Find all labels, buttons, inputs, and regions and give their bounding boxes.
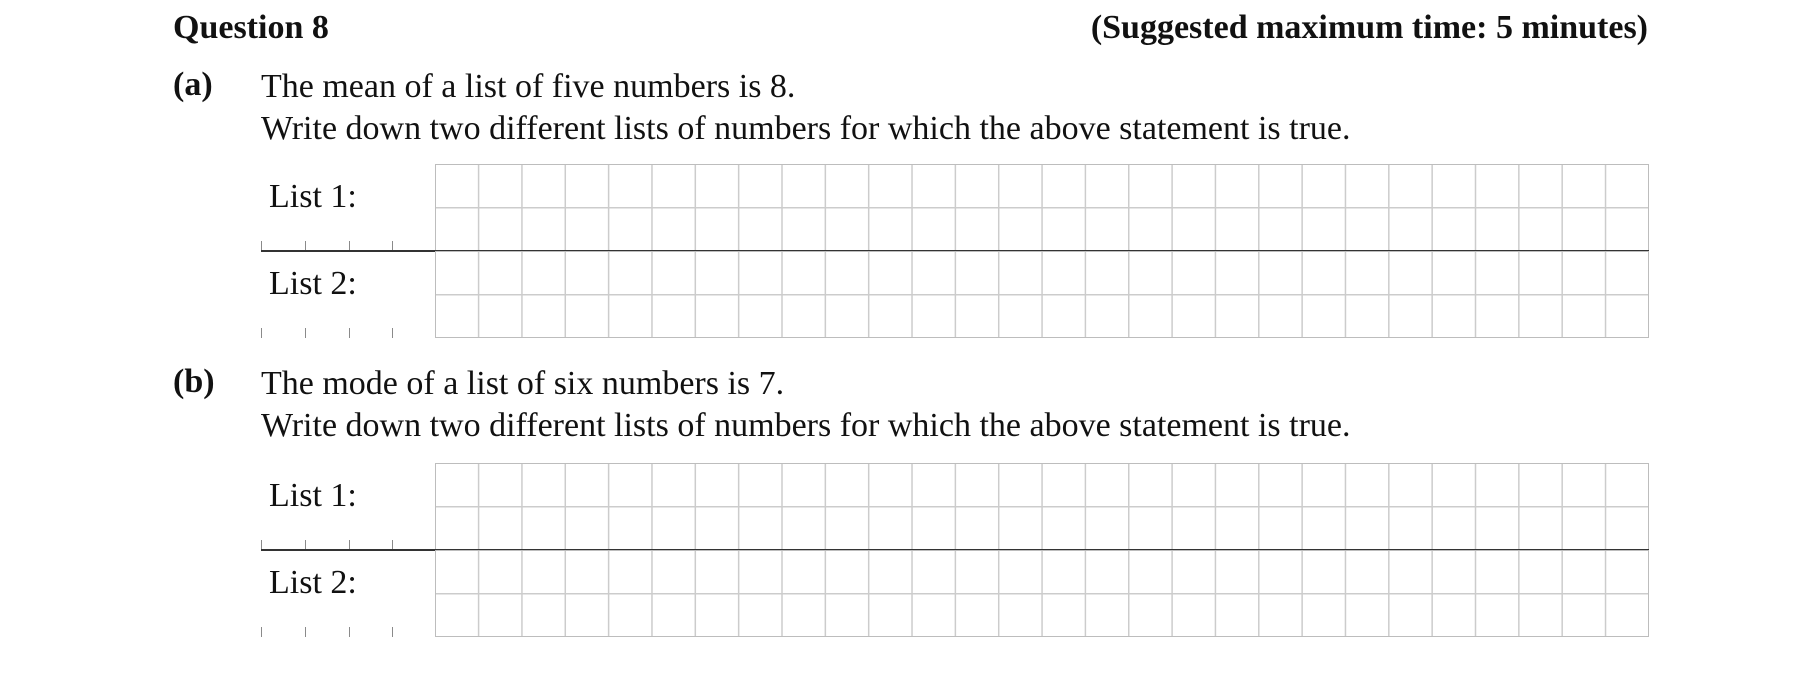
part-a-answer-box — [261, 164, 1649, 338]
part-a-label: (a) — [173, 66, 213, 103]
part-a-instruction: Write down two different lists of numbers for which the above statement is true. — [261, 110, 1351, 147]
part-b-list1-row — [261, 463, 1649, 550]
question-title: Question 8 — [173, 9, 329, 46]
part-b-instruction: Write down two different lists of numbers for which the above statement is true. — [261, 407, 1351, 444]
part-a-list1-answer-grid[interactable] — [435, 164, 1649, 251]
part-b-list2-row — [261, 550, 1649, 637]
part-a-statement: The mean of a list of five numbers is 8. — [261, 68, 796, 105]
part-a-list1-label: List 1: — [269, 178, 357, 215]
part-a-list2-answer-grid[interactable] — [435, 251, 1649, 338]
part-b-answer-box — [261, 463, 1649, 637]
part-a-list2-label: List 2: — [269, 265, 357, 302]
tick-marks — [261, 328, 393, 338]
question-header — [173, 6, 1648, 50]
tick-marks — [261, 627, 393, 637]
part-b-list2-answer-grid[interactable] — [435, 550, 1649, 637]
part-b-list1-label: List 1: — [269, 477, 357, 514]
part-b-list2-label: List 2: — [269, 564, 357, 601]
suggested-time: (Suggested maximum time: 5 minutes) — [1090, 9, 1648, 46]
part-a-list1-row — [261, 164, 1649, 251]
part-b-statement: The mode of a list of six numbers is 7. — [261, 365, 785, 402]
part-a-text — [261, 66, 1351, 150]
part-b-list1-answer-grid[interactable] — [435, 463, 1649, 550]
part-b-text — [261, 363, 1351, 447]
part-a-list2-row — [261, 251, 1649, 338]
part-b-label: (b) — [173, 363, 215, 400]
